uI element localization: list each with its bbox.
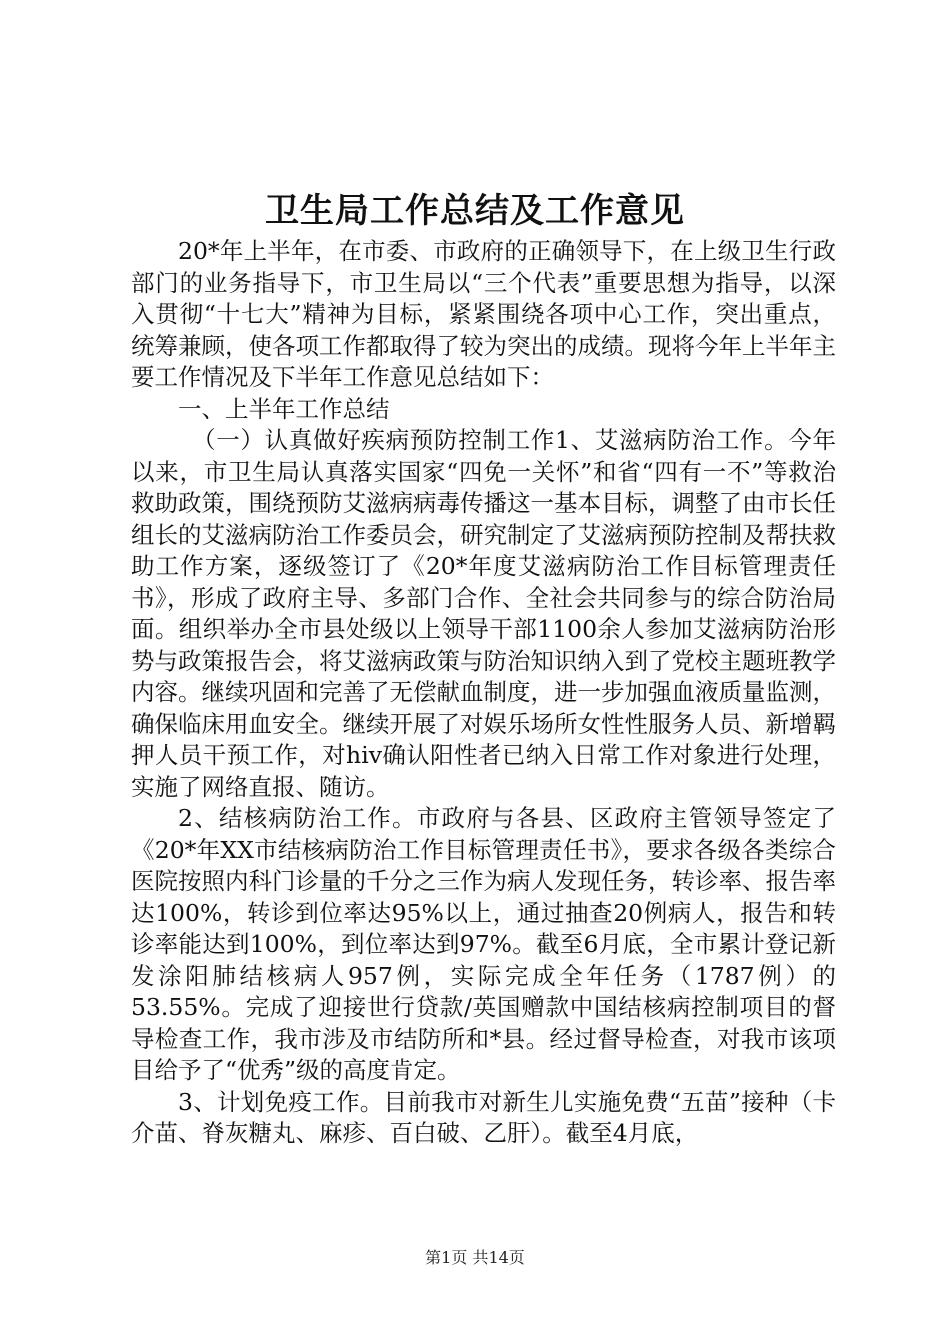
intro-paragraph: 20*年上半年，在市委、市政府的正确领导下，在上级卫生行政部门的业务指导下，市卫生局以“三个代表”重要思想为指导，以深入贯彻“十七大”精神为目标，紧紧围绕各项中心工作，突出重点，统筹兼顾，使各项工作都取得了较为突出的成绩。现将今年上半年主要工作情况及下半年工作意见总结如下： bbox=[131, 237, 836, 391]
document-title: 卫生局工作总结及工作意见 bbox=[265, 191, 685, 231]
section-heading: 一、上半年工作总结 bbox=[178, 394, 390, 423]
document-body bbox=[131, 236, 836, 1150]
immunization-paragraph: 3、计划免疫工作。目前我市对新生儿实施免费“五苗”接种（卡介苗、脊灰糖丸、麻疹、百白破、乙肝）。截至4月底， bbox=[131, 1087, 836, 1147]
tuberculosis-paragraph: 2、结核病防治工作。市政府与各县、区政府主管领导签定了《20*年XX市结核病防治工作目标管理责任书》，要求各级各类综合医院按照内科门诊量的千分之三作为病人发现任务，转诊率、报告率达100%，转诊到位率达95%以上，通过抽查20例病人，报告和转诊率能达到100%，到位率达到97%。截至6月底，全市累计登记新发涂阳肺结核病人957例，实际完成全年任务（1787例）的53.55%。完成了迎接世行贷款/英国赠款中国结核病控制项目的督导检查工作，我市涉及市结防所和*县。经过督导检查，对我市该项目给予了“优秀”级的高度肯定。 bbox=[131, 804, 836, 1084]
page-number-footer: 第1页 共14页 bbox=[425, 1248, 525, 1267]
aids-prevention-paragraph: （一）认真做好疾病预防控制工作1、艾滋病防治工作。今年以来，市卫生局认真落实国家“四免一关怀”和省“四有一不”等救治救助政策，围绕预防艾滋病病毒传播这一基本目标，调整了由市长任组长的艾滋病防治工作委员会，研究制定了艾滋病预防控制及帮扶救助工作方案，逐级签订了《20*年度艾滋病防治工作目标管理责任书》，形成了政府主导、多部门合作、全社会共同参与的综合防治局面。组织举办全市县处级以上领导干部1100余人参加艾滋病防治形势与政策报告会，将艾滋病政策与防治知识纳入到了党校主题班教学内容。继续巩固和完善了无偿献血制度，进一步加强血液质量监测，确保临床用血安全。继续开展了对娱乐场所女性性服务人员、新增羁押人员干预工作，对hiv确认阳性者已纳入日常工作对象进行处理，实施了网络直报、随访。 bbox=[131, 426, 836, 801]
